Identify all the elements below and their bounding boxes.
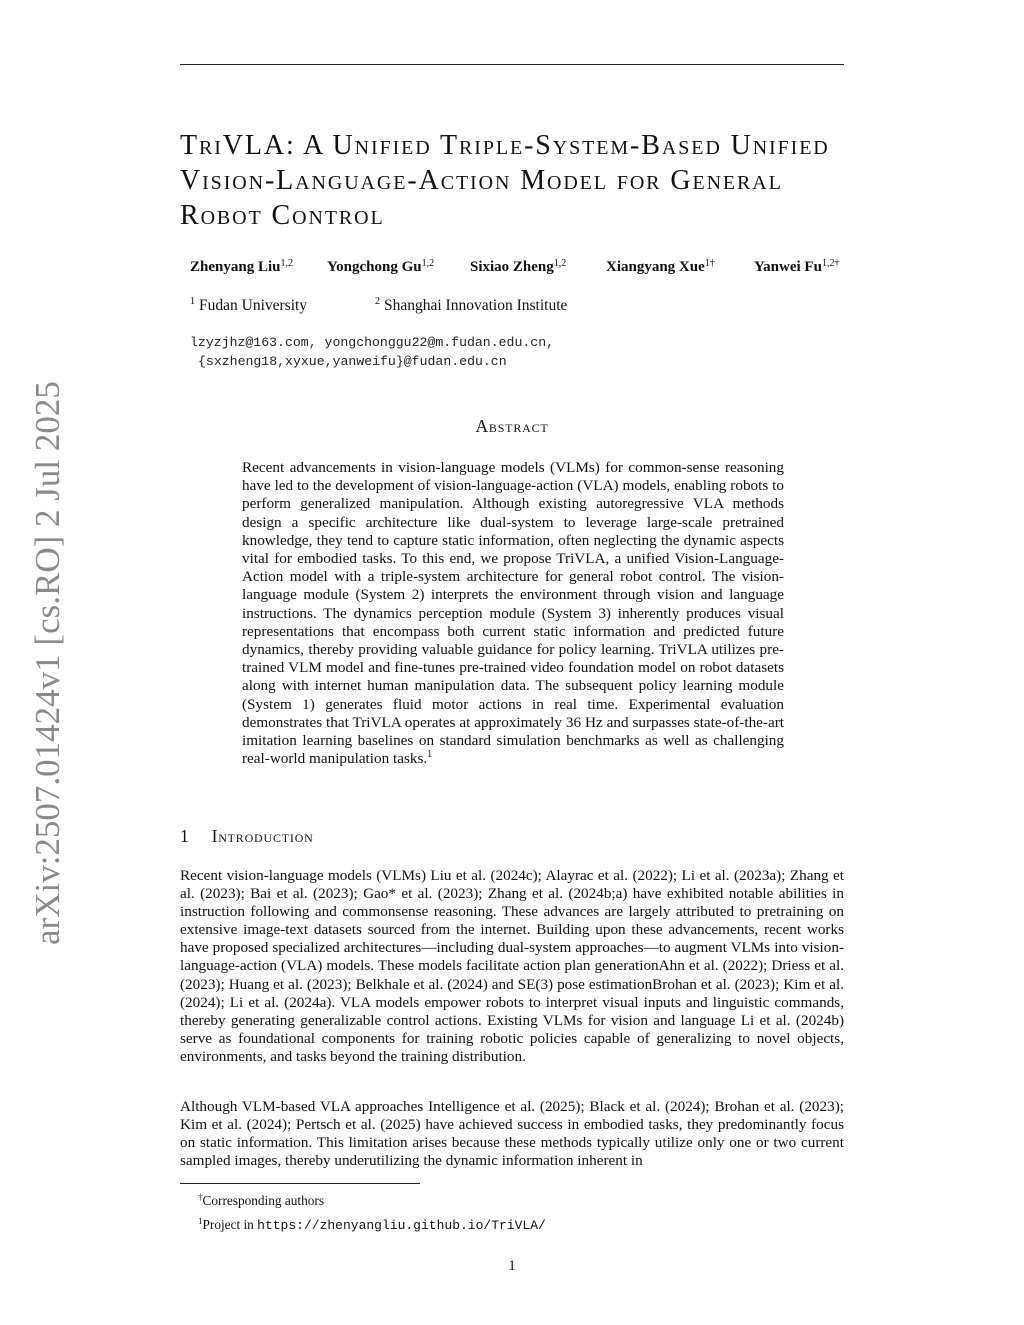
page-number: 1 [508, 1258, 516, 1274]
affiliation: $^1$ Fudan University [190, 296, 308, 314]
footnotes [198, 1187, 546, 1236]
author: Yanwei $Fu^{1,2\dagger}$ [754, 258, 840, 275]
footnote: $^1$Project in https://zhenyangliu.github.io/TriVLA/ [198, 1216, 546, 1233]
arxiv-identifier: arXiv:2507.01424v1 [cs.RO] 2 Jul 2025 [28, 381, 67, 945]
affiliation: $^2$ Shanghai Innovation Institute [375, 296, 568, 314]
footnote-rule [180, 1183, 420, 1184]
author: Zhenyang Liu$^{1,2}$ [190, 258, 293, 275]
paper-title: TriVLA: A Unified Triple-System-Based Unified Vision-Language-Action Model for General Robot Control [180, 130, 830, 231]
paragraph: Recent vision-language models (VLMs) Liu et al. (2024c); Alayrac et al. (2022); Li et al. (2023a); Zhang et al. (2023); Bai et al. (2023); Gao* et al. (2023); Zhang et al. (2024b;a) have exhibited notable abilities in instruction following and commonsense reasoning. These advances are largely attributed to pretraining on extensive image-text datasets sourced from the internet. Building upon these advancements, recent works have proposed specialized architectures—including dual-system approaches—to augment VLMs into vision-language-action (VLA) models. These models facilitate action plan generationAhn et al. (2022); Driess et al. (2023); Huang et al. (2023); Belkhale et al. (2024) and SE(3) pose estimationBrohan et al. (2023); Kim et al. (2024); Li et al. (2024a). VLA models empower robots to interpret visual inputs and linguistic commands, thereby generating generalizable control actions. Existing VLMs for vision and language Li et al. (2024b) serve as foundational components for training robotic policies capable of generalizing to novel objects, environments, and tasks beyond the training distribution. [180, 867, 844, 1065]
email-block [190, 333, 554, 371]
abstract-text: Recent advancements in vision-language models (VLMs) for common-sense reasoning have led to the development of vision-language-action (VLA) models, enabling robots to perform generalized manipulation. Although existing autoregressive VLA methods design a specific architecture like dual-system to leverage large-scale pretrained knowledge, they tend to capture static information, often neglecting the dynamic aspects vital for embodied tasks. To this end, we propose TriVLA, a unified Vision-Language-Action model with a triple-system architecture for general robot control. The vision-language module (System 2) interprets the environment through vision and language instructions. The dynamics perception module (System 3) inherently produces visual representations that encompass both current static information and predicted future dynamics, thereby providing valuable guidance for policy learning. TriVLA utilizes pre-trained VLM model and fine-tunes pre-trained video foundation model on robot datasets along with internet human manipulation data. The subsequent policy learning module (System 1) generates fluid motor actions in real time. Experimental evaluation demonstrates that TriVLA operates at approximately 36 Hz and surpasses state-of-the-art imitation learning baselines on standard simulation benchmarks as well as challenging real-world manipulation tasks.$^1$ [242, 459, 784, 768]
author: Xiangyang Xue$^{1\dagger}$ [606, 258, 715, 275]
footnote: †Corresponding authors [198, 1192, 325, 1208]
project-link[interactable]: https://zhenyangliu.github.io/TriVLA/ [257, 1218, 546, 1233]
section-heading: 1 Introduction [180, 826, 314, 846]
author: Sixiao Zheng$^{1,2}$ [470, 258, 567, 275]
paragraph: Although VLM-based VLA approaches Intelligence et al. (2025); Black et al. (2024); Brohan et al. (2023); Kim et al. (2024); Pertsch et al. (2025) have achieved success in embodied tasks, they predominantly focus on static information. This limitation arises because these methods typically utilize only one or two current sampled images, thereby underutilizing the dynamic information inherent in [180, 1098, 844, 1170]
author: Yongchong Gu$^{1,2}$ [327, 258, 435, 275]
email-line: {sxzheng18,xyxue,yanweifu}@fudan.edu.cn [198, 354, 507, 369]
header-rule [180, 64, 844, 65]
abstract-heading: Abstract [475, 416, 549, 436]
email-line: lzyzjhz@163.com, yongchonggu22@m.fudan.edu.cn, [190, 335, 555, 350]
